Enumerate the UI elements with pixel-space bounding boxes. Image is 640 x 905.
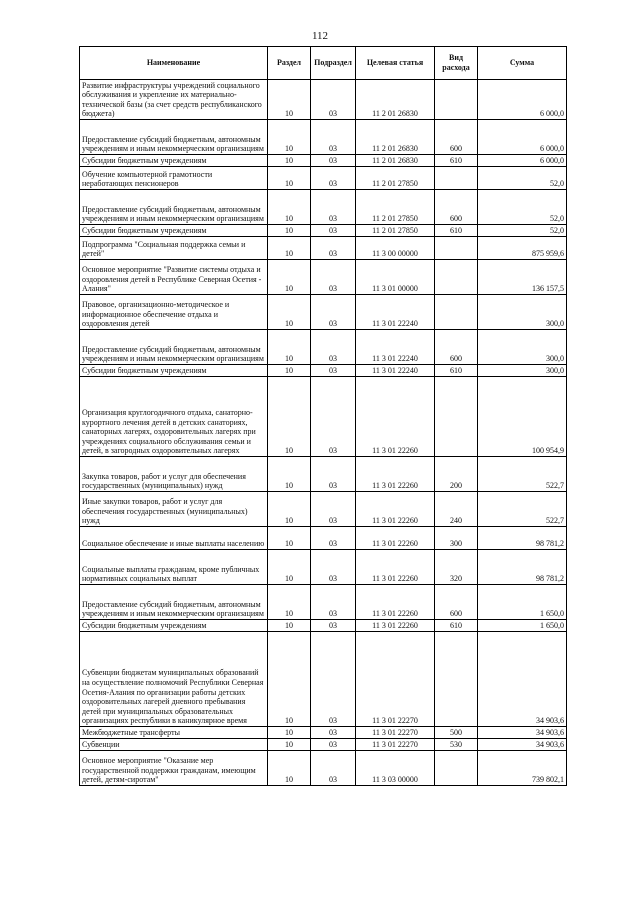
cell-subsection xyxy=(311,751,356,786)
cell-sum xyxy=(478,751,567,786)
cell-sum-text: 300,0 xyxy=(546,354,564,364)
cell-target-text: 11 3 01 22260 xyxy=(372,621,418,631)
cell-section xyxy=(268,365,311,377)
cell-type-text: 610 xyxy=(450,226,462,236)
cell-type xyxy=(435,457,478,492)
cell-target-text: 11 3 00 00000 xyxy=(372,249,418,259)
cell-sum-text: 6 000,0 xyxy=(540,144,564,154)
cell-subsection xyxy=(311,167,356,190)
cell-target-text: 11 3 01 22240 xyxy=(372,366,418,376)
cell-target xyxy=(356,365,435,377)
cell-name xyxy=(80,492,268,527)
cell-section-text: 10 xyxy=(285,481,293,491)
cell-name xyxy=(80,225,268,237)
cell-target xyxy=(356,237,435,260)
cell-name-text: Субсидии бюджетным учреждениям xyxy=(82,366,207,376)
cell-subsection-text: 03 xyxy=(329,284,337,294)
cell-target xyxy=(356,295,435,330)
cell-sum-text: 875 959,6 xyxy=(532,249,564,259)
cell-target xyxy=(356,585,435,620)
cell-subsection-text: 03 xyxy=(329,516,337,526)
cell-type-text: 200 xyxy=(450,481,462,491)
cell-target-text: 11 2 01 27850 xyxy=(372,179,418,189)
cell-section-text: 10 xyxy=(285,109,293,119)
cell-name-text: Правовое, организационно-методическое и информационное обеспечение отдыха и оздоровления детей xyxy=(82,300,230,329)
cell-section xyxy=(268,167,311,190)
cell-type xyxy=(435,80,478,120)
cell-name xyxy=(80,80,268,120)
cell-sum xyxy=(478,295,567,330)
cell-subsection xyxy=(311,739,356,751)
cell-section-text: 10 xyxy=(285,354,293,364)
cell-subsection xyxy=(311,550,356,585)
cell-subsection-text: 03 xyxy=(329,574,337,584)
cell-sum-text: 34 903,6 xyxy=(536,716,564,726)
cell-name-text: Развитие инфраструктуры учреждений социального обслуживания и укрепление их материально-технической базы (за счет средств республиканского бюджета) xyxy=(82,80,262,119)
cell-name xyxy=(80,330,268,365)
cell-target-text: 11 3 01 00000 xyxy=(372,284,418,294)
table-row xyxy=(80,237,567,260)
cell-subsection-text: 03 xyxy=(329,179,337,189)
cell-name-text: Предоставление субсидий бюджетным, автономным учреждениям и иным некоммерческим организациям xyxy=(82,204,264,224)
cell-name-text: Предоставление субсидий бюджетным, автономным учреждениям и иным некоммерческим организациям xyxy=(82,599,264,619)
cell-subsection-text: 03 xyxy=(329,319,337,329)
cell-type-text: 240 xyxy=(450,516,462,526)
cell-target-text: 11 2 01 26830 xyxy=(372,156,418,166)
cell-subsection-text: 03 xyxy=(329,354,337,364)
cell-sum-text: 98 781,2 xyxy=(536,539,564,549)
cell-target xyxy=(356,739,435,751)
cell-target-text: 11 3 01 22270 xyxy=(372,728,418,738)
cell-type xyxy=(435,330,478,365)
cell-type-text: 610 xyxy=(450,156,462,166)
cell-type-text: 530 xyxy=(450,740,462,750)
cell-sum xyxy=(478,492,567,527)
cell-section xyxy=(268,457,311,492)
cell-subsection xyxy=(311,527,356,550)
cell-target-text: 11 2 01 27850 xyxy=(372,226,418,236)
header-name: Наименование xyxy=(80,47,268,80)
table-row xyxy=(80,620,567,632)
cell-type xyxy=(435,632,478,727)
cell-sum xyxy=(478,377,567,457)
cell-type-text: 610 xyxy=(450,621,462,631)
cell-section xyxy=(268,727,311,739)
cell-name-text: Основное мероприятие "Развитие системы отдыха и оздоровления детей в Республике Северная Осетия - Алания" xyxy=(82,265,262,294)
cell-name-text: Обучение компьютерной грамотности неработающих пенсионеров xyxy=(82,169,213,189)
cell-sum xyxy=(478,167,567,190)
cell-section xyxy=(268,120,311,155)
cell-section-text: 10 xyxy=(285,226,293,236)
table-row xyxy=(80,80,567,120)
cell-section xyxy=(268,632,311,727)
cell-section-text: 10 xyxy=(285,516,293,526)
cell-target-text: 11 3 01 22240 xyxy=(372,354,418,364)
cell-type-text: 600 xyxy=(450,609,462,619)
cell-type xyxy=(435,260,478,295)
cell-name xyxy=(80,585,268,620)
cell-target-text: 11 3 01 22260 xyxy=(372,516,418,526)
cell-section-text: 10 xyxy=(285,284,293,294)
cell-name xyxy=(80,377,268,457)
cell-sum xyxy=(478,120,567,155)
cell-type-text: 500 xyxy=(450,728,462,738)
cell-sum xyxy=(478,155,567,167)
table-row xyxy=(80,330,567,365)
cell-type-text: 600 xyxy=(450,214,462,224)
cell-type xyxy=(435,377,478,457)
cell-section xyxy=(268,620,311,632)
cell-target xyxy=(356,550,435,585)
cell-section-text: 10 xyxy=(285,716,293,726)
cell-sum xyxy=(478,80,567,120)
cell-section-text: 10 xyxy=(285,574,293,584)
cell-sum xyxy=(478,260,567,295)
cell-subsection-text: 03 xyxy=(329,728,337,738)
cell-section xyxy=(268,751,311,786)
cell-subsection xyxy=(311,120,356,155)
cell-name xyxy=(80,620,268,632)
cell-target xyxy=(356,167,435,190)
cell-subsection-text: 03 xyxy=(329,446,337,456)
header-subsection: Подраздел xyxy=(311,47,356,80)
cell-target-text: 11 3 01 22260 xyxy=(372,446,418,456)
cell-type xyxy=(435,620,478,632)
cell-type xyxy=(435,585,478,620)
cell-name-text: Подпрограмма "Социальная поддержка семьи и детей" xyxy=(82,239,246,259)
cell-sum xyxy=(478,225,567,237)
table-row xyxy=(80,190,567,225)
cell-sum xyxy=(478,457,567,492)
cell-subsection xyxy=(311,330,356,365)
cell-subsection-text: 03 xyxy=(329,481,337,491)
cell-type-text: 300 xyxy=(450,539,462,549)
cell-target-text: 11 3 01 22260 xyxy=(372,481,418,491)
cell-section-text: 10 xyxy=(285,366,293,376)
cell-subsection xyxy=(311,727,356,739)
cell-sum xyxy=(478,550,567,585)
cell-name-text: Закупка товаров, работ и услуг для обеспечения государственных (муниципальных) нужд xyxy=(82,471,246,491)
cell-sum xyxy=(478,727,567,739)
table-row xyxy=(80,492,567,527)
cell-name-text: Иные закупки товаров, работ и услуг для обеспечения государственных (муниципальных) нужд xyxy=(82,497,248,526)
table-row xyxy=(80,751,567,786)
cell-section-text: 10 xyxy=(285,249,293,259)
cell-section xyxy=(268,550,311,585)
cell-sum-text: 1 650,0 xyxy=(540,621,564,631)
cell-subsection xyxy=(311,190,356,225)
table-row xyxy=(80,585,567,620)
cell-subsection xyxy=(311,632,356,727)
cell-section-text: 10 xyxy=(285,539,293,549)
table-row xyxy=(80,120,567,155)
cell-section-text: 10 xyxy=(285,728,293,738)
cell-sum-text: 6 000,0 xyxy=(540,109,564,119)
cell-sum-text: 522,7 xyxy=(546,481,564,491)
cell-section-text: 10 xyxy=(285,319,293,329)
cell-target-text: 11 3 01 22260 xyxy=(372,574,418,584)
cell-subsection xyxy=(311,620,356,632)
cell-type xyxy=(435,365,478,377)
cell-name xyxy=(80,190,268,225)
cell-section xyxy=(268,527,311,550)
cell-target-text: 11 3 01 22240 xyxy=(372,319,418,329)
cell-name xyxy=(80,120,268,155)
table-row xyxy=(80,727,567,739)
cell-section xyxy=(268,330,311,365)
header-section: Раздел xyxy=(268,47,311,80)
table-row xyxy=(80,377,567,457)
cell-sum xyxy=(478,365,567,377)
cell-name xyxy=(80,527,268,550)
cell-name-text: Основное мероприятие "Оказание мер государственной поддержки гражданам, имеющим детей, детям-сиротам" xyxy=(82,756,256,785)
table-row xyxy=(80,167,567,190)
cell-name-text: Предоставление субсидий бюджетным, автономным учреждениям и иным некоммерческим организациям xyxy=(82,134,264,154)
cell-section-text: 10 xyxy=(285,775,293,785)
cell-sum xyxy=(478,585,567,620)
cell-sum-text: 98 781,2 xyxy=(536,574,564,584)
cell-section-text: 10 xyxy=(285,609,293,619)
cell-type xyxy=(435,527,478,550)
cell-section xyxy=(268,739,311,751)
cell-name-text: Межбюджетные трансферты xyxy=(82,728,180,738)
cell-name-text: Организация круглогодичного отдыха, санаторно-курортного лечения детей в детских санаториях, санаторных лагерях, оздоровительных лагерях при учреждениях социального обслуживания семьи и детей, в загородных оздоровительных лагерях xyxy=(82,408,256,456)
cell-type-text: 600 xyxy=(450,144,462,154)
table-row xyxy=(80,739,567,751)
cell-subsection xyxy=(311,585,356,620)
cell-name-text: Субвенции бюджетам муниципальных образований на осуществление полномочий Республики Северная Осетия-Алания по организации работы детских оздоровительных лагерей дневного пребывания детей при муниципальных образовательных организациях республики в каникулярное время xyxy=(82,668,264,726)
table-row xyxy=(80,365,567,377)
header-type: Вид расхода xyxy=(435,47,478,80)
cell-section-text: 10 xyxy=(285,446,293,456)
cell-section-text: 10 xyxy=(285,621,293,631)
cell-sum-text: 136 157,5 xyxy=(532,284,564,294)
cell-sum-text: 52,0 xyxy=(550,179,564,189)
cell-name xyxy=(80,295,268,330)
cell-name-text: Социальное обеспечение и иные выплаты населению xyxy=(82,539,265,549)
cell-target-text: 11 2 01 26830 xyxy=(372,109,418,119)
cell-section xyxy=(268,585,311,620)
cell-target xyxy=(356,527,435,550)
cell-type xyxy=(435,120,478,155)
cell-name-text: Субсидии бюджетным учреждениям xyxy=(82,156,207,166)
header-target: Целевая статья xyxy=(356,47,435,80)
cell-sum-text: 522,7 xyxy=(546,516,564,526)
cell-type xyxy=(435,225,478,237)
cell-subsection xyxy=(311,457,356,492)
cell-subsection-text: 03 xyxy=(329,156,337,166)
table-row xyxy=(80,155,567,167)
cell-name xyxy=(80,739,268,751)
cell-section-text: 10 xyxy=(285,214,293,224)
cell-subsection-text: 03 xyxy=(329,144,337,154)
cell-name xyxy=(80,550,268,585)
cell-target xyxy=(356,155,435,167)
cell-sum-text: 300,0 xyxy=(546,319,564,329)
cell-section-text: 10 xyxy=(285,740,293,750)
cell-sum xyxy=(478,527,567,550)
table-row xyxy=(80,260,567,295)
cell-subsection-text: 03 xyxy=(329,226,337,236)
cell-subsection-text: 03 xyxy=(329,366,337,376)
cell-sum-text: 52,0 xyxy=(550,226,564,236)
cell-target xyxy=(356,120,435,155)
cell-section xyxy=(268,190,311,225)
budget-table xyxy=(79,46,567,786)
table-row xyxy=(80,527,567,550)
cell-target-text: 11 3 01 22260 xyxy=(372,609,418,619)
cell-sum-text: 100 954,9 xyxy=(532,446,564,456)
cell-type xyxy=(435,167,478,190)
cell-sum-text: 1 650,0 xyxy=(540,609,564,619)
cell-type-text: 320 xyxy=(450,574,462,584)
cell-name-text: Субсидии бюджетным учреждениям xyxy=(82,621,207,631)
table-row xyxy=(80,550,567,585)
cell-target-text: 11 3 03 00000 xyxy=(372,775,418,785)
cell-sum xyxy=(478,190,567,225)
cell-sum-text: 6 000,0 xyxy=(540,156,564,166)
cell-target xyxy=(356,330,435,365)
cell-sum xyxy=(478,632,567,727)
cell-name xyxy=(80,237,268,260)
cell-section-text: 10 xyxy=(285,156,293,166)
cell-type xyxy=(435,739,478,751)
cell-target xyxy=(356,620,435,632)
table-row xyxy=(80,457,567,492)
page-number: 112 xyxy=(311,30,329,42)
cell-target xyxy=(356,225,435,237)
cell-subsection-text: 03 xyxy=(329,539,337,549)
cell-section-text: 10 xyxy=(285,179,293,189)
cell-subsection-text: 03 xyxy=(329,609,337,619)
cell-subsection xyxy=(311,295,356,330)
cell-section xyxy=(268,155,311,167)
cell-name-text: Субсидии бюджетным учреждениям xyxy=(82,226,207,236)
cell-target xyxy=(356,457,435,492)
cell-subsection xyxy=(311,80,356,120)
cell-target xyxy=(356,80,435,120)
cell-name xyxy=(80,751,268,786)
cell-subsection-text: 03 xyxy=(329,214,337,224)
cell-subsection xyxy=(311,225,356,237)
cell-sum xyxy=(478,237,567,260)
header-sum: Сумма xyxy=(478,47,567,80)
cell-section xyxy=(268,225,311,237)
cell-sum-text: 34 903,6 xyxy=(536,728,564,738)
cell-subsection xyxy=(311,237,356,260)
cell-section xyxy=(268,80,311,120)
cell-subsection-text: 03 xyxy=(329,740,337,750)
table-row xyxy=(80,295,567,330)
cell-subsection-text: 03 xyxy=(329,109,337,119)
cell-subsection-text: 03 xyxy=(329,775,337,785)
cell-type xyxy=(435,155,478,167)
cell-name xyxy=(80,260,268,295)
cell-name xyxy=(80,155,268,167)
cell-target-text: 11 2 01 26830 xyxy=(372,144,418,154)
cell-sum-text: 739 802,1 xyxy=(532,775,564,785)
cell-name xyxy=(80,365,268,377)
cell-subsection xyxy=(311,155,356,167)
cell-type xyxy=(435,550,478,585)
cell-section xyxy=(268,295,311,330)
cell-subsection xyxy=(311,365,356,377)
cell-name xyxy=(80,727,268,739)
cell-name-text: Социальные выплаты гражданам, кроме публичных нормативных социальных выплат xyxy=(82,564,260,584)
cell-sum xyxy=(478,739,567,751)
cell-target xyxy=(356,492,435,527)
table-row xyxy=(80,632,567,727)
cell-subsection xyxy=(311,377,356,457)
cell-section-text: 10 xyxy=(285,144,293,154)
cell-target-text: 11 2 01 27850 xyxy=(372,214,418,224)
cell-subsection xyxy=(311,260,356,295)
cell-sum xyxy=(478,620,567,632)
cell-target xyxy=(356,190,435,225)
cell-type xyxy=(435,492,478,527)
cell-subsection-text: 03 xyxy=(329,621,337,631)
cell-subsection-text: 03 xyxy=(329,249,337,259)
cell-sum xyxy=(478,330,567,365)
table-row xyxy=(80,225,567,237)
cell-target-text: 11 3 01 22270 xyxy=(372,716,418,726)
cell-target xyxy=(356,377,435,457)
cell-target xyxy=(356,751,435,786)
cell-target-text: 11 3 01 22270 xyxy=(372,740,418,750)
cell-name-text: Предоставление субсидий бюджетным, автономным учреждениям и иным некоммерческим организациям xyxy=(82,344,264,364)
cell-target xyxy=(356,632,435,727)
cell-type xyxy=(435,751,478,786)
cell-target xyxy=(356,260,435,295)
cell-type-text: 610 xyxy=(450,366,462,376)
cell-section xyxy=(268,377,311,457)
cell-section xyxy=(268,492,311,527)
cell-type xyxy=(435,295,478,330)
cell-subsection xyxy=(311,492,356,527)
cell-sum-text: 300,0 xyxy=(546,366,564,376)
cell-section xyxy=(268,237,311,260)
cell-sum-text: 34 903,6 xyxy=(536,740,564,750)
cell-type xyxy=(435,727,478,739)
cell-name xyxy=(80,457,268,492)
cell-target-text: 11 3 01 22260 xyxy=(372,539,418,549)
cell-name xyxy=(80,167,268,190)
cell-type xyxy=(435,237,478,260)
table-header-row xyxy=(80,47,567,80)
table-body xyxy=(80,80,567,786)
cell-section xyxy=(268,260,311,295)
cell-subsection-text: 03 xyxy=(329,716,337,726)
cell-name-text: Субвенции xyxy=(82,740,120,750)
cell-sum-text: 52,0 xyxy=(550,214,564,224)
cell-target xyxy=(356,727,435,739)
cell-type xyxy=(435,190,478,225)
cell-type-text: 600 xyxy=(450,354,462,364)
cell-name xyxy=(80,632,268,727)
